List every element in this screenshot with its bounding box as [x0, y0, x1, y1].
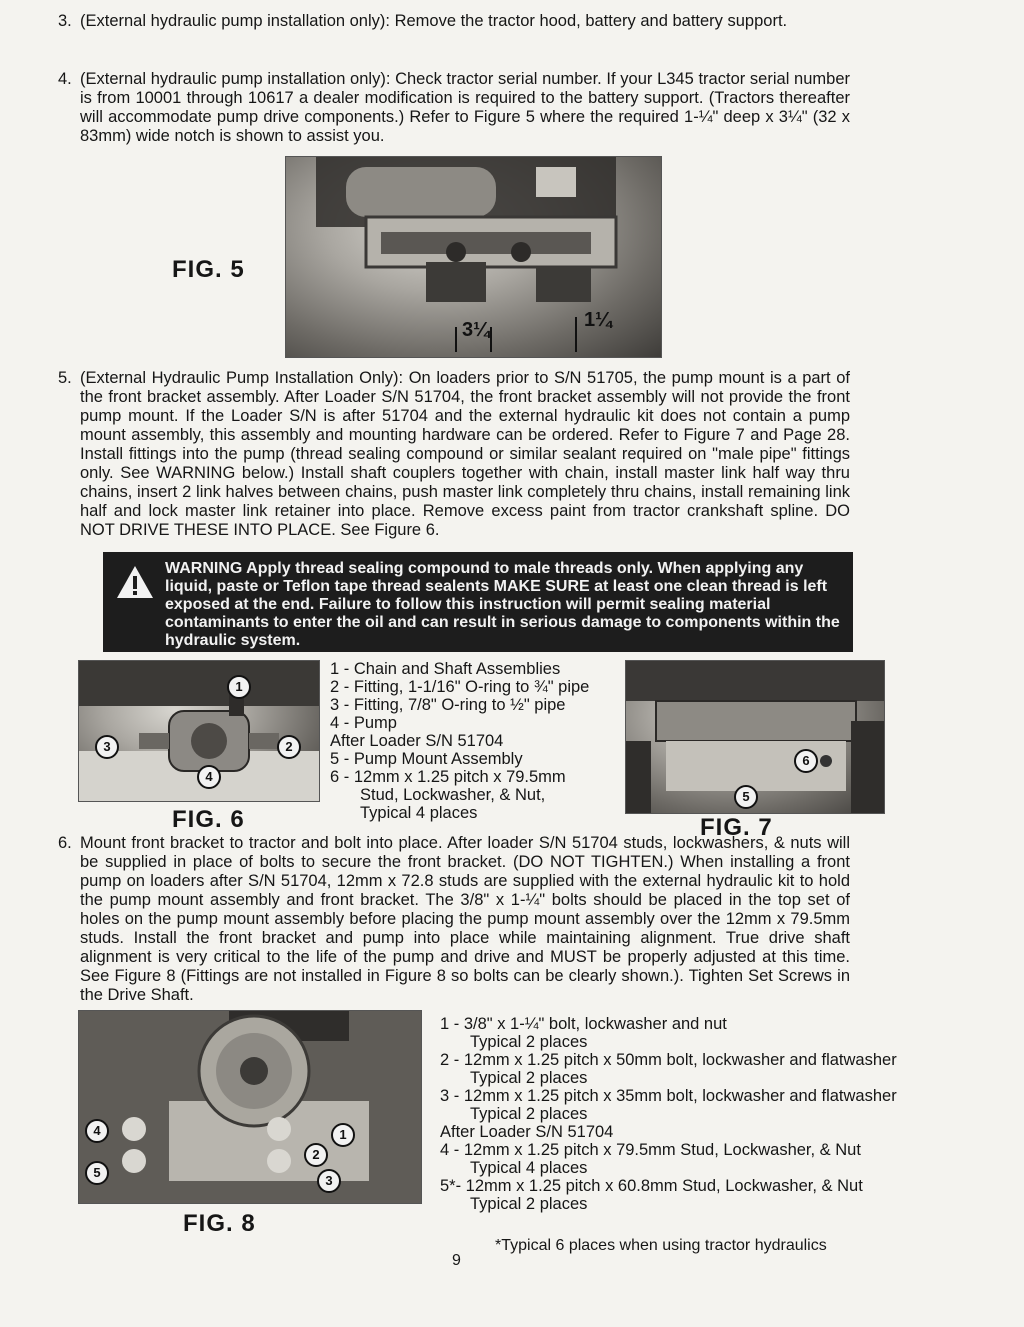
legend-item: 6 - 12mm x 1.25 pitch x 79.5mm — [330, 768, 566, 786]
fig-6-7-legend — [330, 660, 589, 822]
warning-triangle-icon — [115, 564, 155, 600]
footnote: *Typical 6 places when using tractor hydraulics — [495, 1237, 827, 1254]
fig-8-callout-3: 3 — [317, 1169, 341, 1193]
legend-item: 4 - Pump — [330, 714, 397, 732]
legend-item: 5*- 12mm x 1.25 pitch x 60.8mm Stud, Lockwasher, & Nut — [440, 1177, 863, 1195]
legend-subheading: After Loader S/N 51704 — [330, 732, 504, 750]
step-number: 3. — [58, 12, 72, 30]
fig-7-callout-6: 6 — [794, 749, 818, 773]
step-number: 6. — [58, 834, 72, 852]
legend-item: 5 - Pump Mount Assembly — [330, 750, 523, 768]
legend-item: 1 - Chain and Shaft Assemblies — [330, 660, 561, 678]
legend-item-continued: Typical 4 places — [470, 1159, 588, 1177]
legend-item: 3 - Fitting, 7/8" O-ring to ½" pipe — [330, 696, 566, 714]
fig-8-callout-1: 1 — [331, 1123, 355, 1147]
step-3 — [58, 12, 850, 31]
legend-item-continued: Stud, Lockwasher, & Nut, — [360, 786, 546, 804]
legend-item: 2 - 12mm x 1.25 pitch x 50mm bolt, lockwasher and flatwasher — [440, 1051, 897, 1069]
legend-item-continued: Typical 2 places — [470, 1195, 588, 1213]
page-number: 9 — [452, 1252, 461, 1269]
fig-8-photo — [78, 1010, 422, 1204]
fig-8-label: FIG. 8 — [183, 1210, 256, 1237]
legend-item-continued: Typical 2 places — [470, 1033, 588, 1051]
legend-item: 4 - 12mm x 1.25 pitch x 79.5mm Stud, Lockwasher, & Nut — [440, 1141, 861, 1159]
step-5 — [58, 369, 850, 540]
legend-item: 2 - Fitting, 1-1/16" O-ring to ¾" pipe — [330, 678, 590, 696]
fig-5-dimension-width: 3¼ — [462, 319, 490, 341]
step-text: (External hydraulic pump installation only): Check tractor serial number. If your L345 tractor serial number is from 10001 through 10617 a dealer modification is required to the battery support. (Tractors thereafter will accommodate pump drive components.) Refer to Figure 5 where the required 1-¼" deep x 3¼" (32 x 83mm) wide notch is shown to assist you. — [80, 70, 850, 145]
fig-5-dimension-depth: 1¼ — [584, 309, 612, 331]
fig-6-label: FIG. 6 — [172, 806, 245, 833]
fig-5-label: FIG. 5 — [172, 256, 245, 283]
legend-item: 1 - 3/8" x 1-¼" bolt, lockwasher and nut — [440, 1015, 727, 1033]
fig-7-photo — [625, 660, 885, 814]
step-number: 4. — [58, 70, 72, 88]
fig-8-legend — [440, 1015, 897, 1213]
fig-6-photo — [78, 660, 320, 802]
legend-item-continued: Typical 2 places — [470, 1069, 588, 1087]
step-4 — [58, 70, 850, 146]
fig-6-callout-3: 3 — [95, 735, 119, 759]
fig-5-photo — [285, 156, 662, 358]
legend-subheading: After Loader S/N 51704 — [440, 1123, 614, 1141]
legend-item-continued: Typical 4 places — [360, 804, 478, 822]
step-text: (External Hydraulic Pump Installation Only): On loaders prior to S/N 51705, the pump mount is a part of the front bracket assembly. After Loader S/N 51704, the front bracket assembly will not provide the front pump mount. If the Loader S/N is after 51704 and the external hydraulic kit does not contain a pump mount assembly, this assembly and mounting hardware can be ordered. Refer to Figure 7 and Page 28. Install fittings into the pump (thread sealing compound or similar sealant required on "male pipe" fittings only. See WARNING below.) Install shaft couplers together with chain, install master link half way thru chains, insert 2 link halves between chains, push master link completely thru chains, install remaining link half and lock master link retainer into place. Remove excess paint from tractor crankshaft spline. DO NOT DRIVE THESE INTO PLACE. See Figure 6. — [80, 369, 850, 539]
fig-6-callout-2: 2 — [277, 735, 301, 759]
step-6 — [58, 834, 850, 1005]
warning-box — [103, 552, 853, 652]
warning-text: WARNING Apply thread sealing compound to male threads only. When applying any liquid, paste or Teflon tape thread sealents MAKE SURE at least one clean thread is left exposed at the end. Failure to follow this instruction will permit sealing material contaminants to enter the oil and can result in serious damage to components within the hydraulic system. — [165, 560, 840, 649]
fig-8-callout-4: 4 — [85, 1119, 109, 1143]
fig-7-label: FIG. 7 — [700, 814, 773, 841]
step-text: (External hydraulic pump installation only): Remove the tractor hood, battery and battery support. — [80, 12, 788, 30]
step-number: 5. — [58, 369, 72, 387]
fig-6-callout-4: 4 — [197, 765, 221, 789]
fig-6-callout-1: 1 — [227, 675, 251, 699]
fig-8-callout-5: 5 — [85, 1161, 109, 1185]
fig-8-callout-2: 2 — [304, 1143, 328, 1167]
fig-7-callout-5: 5 — [734, 785, 758, 809]
legend-item-continued: Typical 2 places — [470, 1105, 588, 1123]
legend-item: 3 - 12mm x 1.25 pitch x 35mm bolt, lockwasher and flatwasher — [440, 1087, 897, 1105]
step-text: Mount front bracket to tractor and bolt into place. After loader S/N 51704 studs, lockwashers, & nuts will be supplied in place of bolts to secure the front bracket. (DO NOT TIGHTEN.) When installing a front pump on loaders after S/N 51704, 12mm x 72.8 studs are supplied with the external hydraulic kit to hold the pump mount assembly and front bracket. The 3/8" x 1-¼" bolts should be placed in the top set of holes on the pump mount assembly before placing the pump mount assembly over the 12mm x 79.5mm studs. Install the front bracket and pump into place while maintaining alignment. True drive shaft alignment is very critical to the life of the pump and drive and MUST be properly adjusted at this time. See Figure 8 (Fittings are not installed in Figure 8 so bolts can be clearly shown.). Tighten Set Screws in the Drive Shaft. — [80, 834, 850, 1004]
